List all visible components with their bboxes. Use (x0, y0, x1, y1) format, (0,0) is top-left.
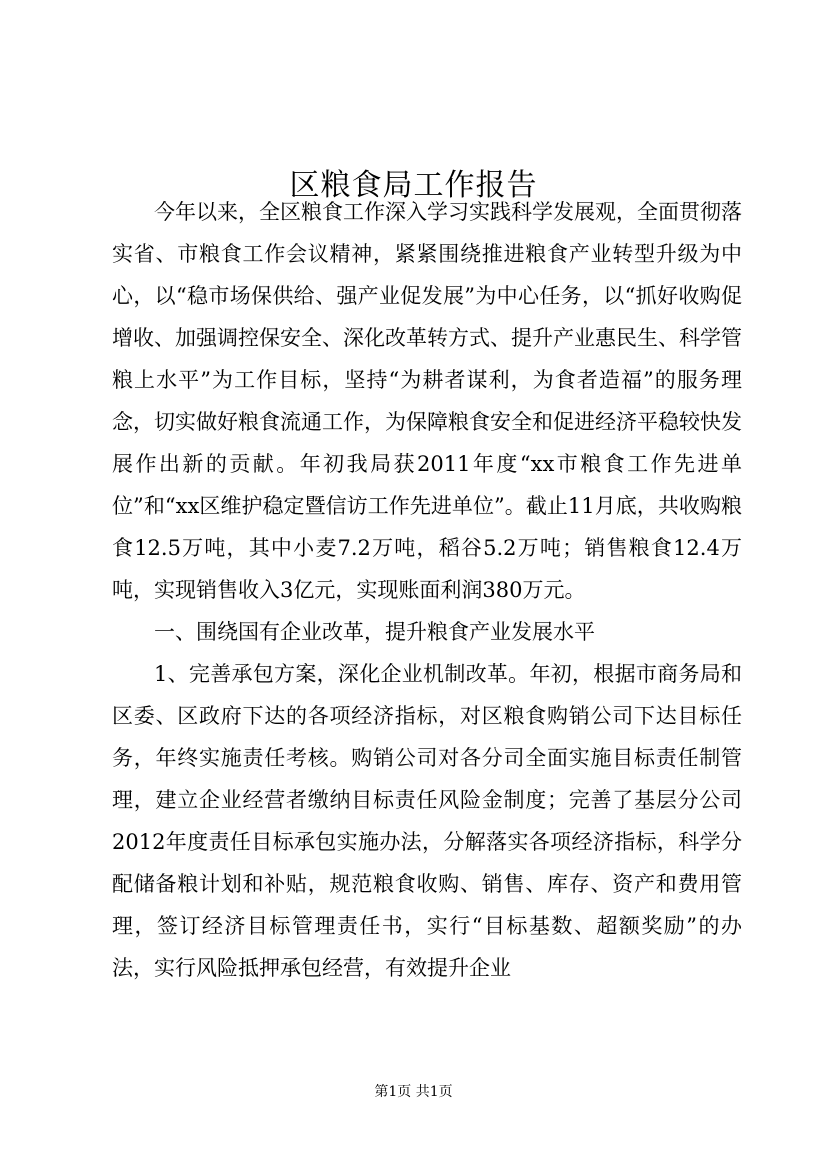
paragraph-intro: 今年以来，全区粮食工作深入学习实践科学发展观，全面贯彻落实省、市粮食工作会议精神，紧紧围绕推进粮食产业转型升级为中心，以“稳市场保供给、强产业促发展”为中心任务，以“抓好收购促增收、加强调控保安全、深化改革转方式、提升产业惠民生、科学管粮上水平”为工作目标，坚持“为耕者谋利，为食者造福”的服务理念，切实做好粮食流通工作，为保障粮食安全和促进经济平稳较快发展作出新的贡献。年初我局获2011年度“xx市粮食工作先进单位”和“xx区维护稳定暨信访工作先进单位”。截止11月底，共收购粮食12.5万吨，其中小麦7.2万吨，稻谷5.2万吨；销售粮食12.4万吨，实现销售收入3亿元，实现账面利润380万元。 (112, 200, 742, 602)
document-title: 区粮食局工作报告 (289, 168, 538, 204)
page-footer: 第1页 共1页 (374, 1084, 453, 1100)
section-heading: 一、围绕国有企业改革，提升粮食产业发展水平 (154, 620, 595, 644)
document-body (112, 191, 742, 989)
paragraph-item-1: 1、完善承包方案，深化企业机制改革。年初，根据市商务局和区委、区政府下达的各项经济指标，对区粮食购销公司下达目标任务，年终实施责任考核。购销公司对各分司全面实施目标责任制管理，建立企业经营者缴纳目标责任风险金制度；完善了基层分公司2012年度责任目标承包实施办法，分解落实各项经济指标，科学分配储备粮计划和补贴，规范粮食收购、销售、库存、资产和费用管理，签订经济目标管理责任书，实行“目标基数、超额奖励”的办法，实行风险抵押承包经营，有效提升企业 (112, 662, 742, 980)
